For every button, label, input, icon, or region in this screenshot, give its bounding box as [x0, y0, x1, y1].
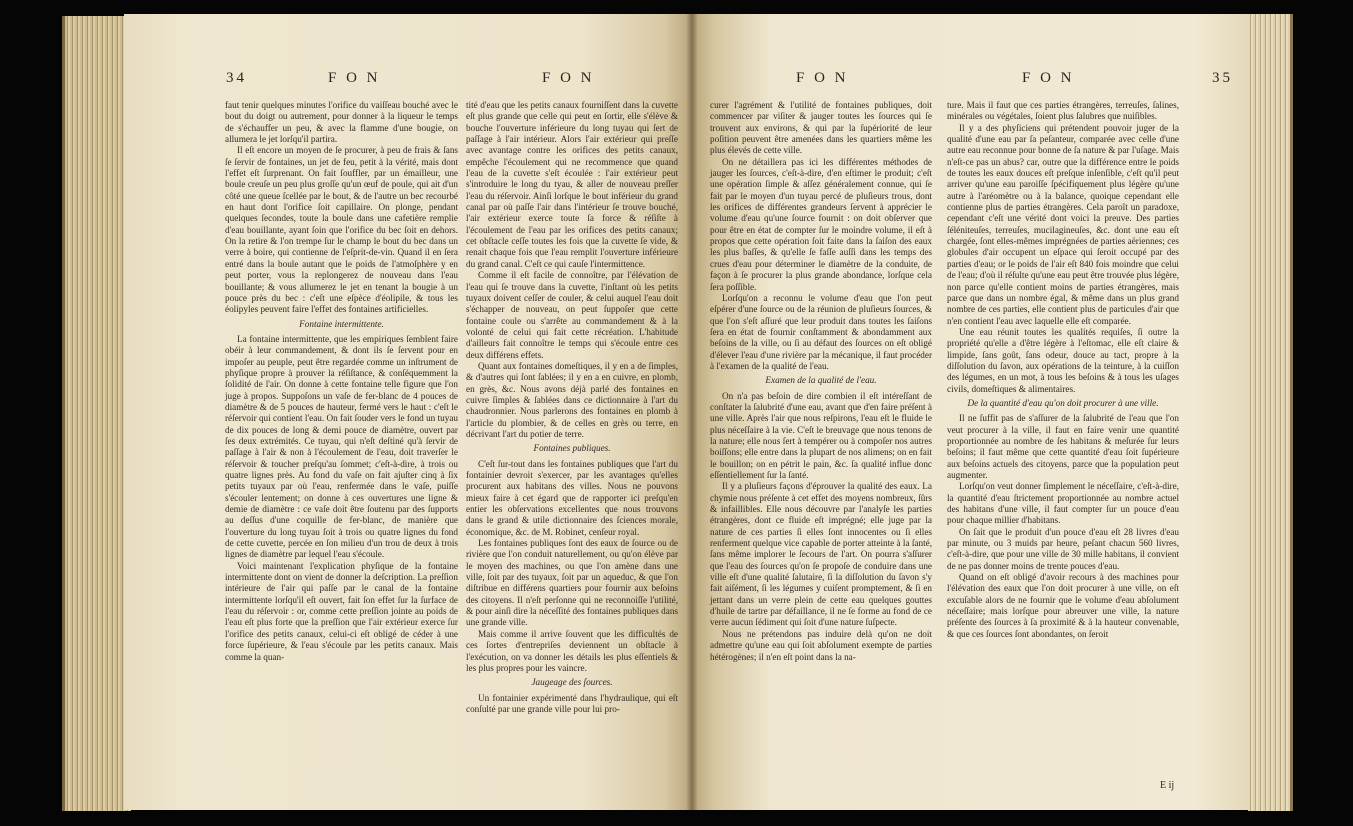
section-heading: Fontaine intermittente.: [299, 318, 384, 329]
paragraph: Lorſqu'on veut donner ſimplement le néceſſaire, c'eſt-à-dire, la quantité d'eau ſtrictement proportionnée au nombre actuel des habitans d'une ville, il faut compter ſur un pouce d'eau pour chaque millier d'habitans.: [947, 481, 1179, 526]
running-head-right: F O N: [542, 70, 595, 86]
text-column-right-page-2: [947, 100, 1179, 640]
book-gutter: [686, 14, 698, 810]
paragraph: Il y a pluſieurs façons d'éprouver la qualité des eaux. La chymie nous préſente à cet effet des moyens nombreux, ſûrs & infaillibles. Elle nous découvre par l'analyſe les parties étrangères, dont ce fluide eſt imprégné; elle juge par la nature de ces parties ſi elles ſont innocentes ou ſi elles renferment quelque vice capable de porter atteinte à la ſanté, ſans même implorer le ſecours de l'art. On pourra s'aſſurer que l'eau des ſources qu'on ſe propoſe de conduire dans une ville eſt d'une qualité ſalutaire, ſi la diſſolution du ſavon s'y fait aiſément, ſi les légumes y cuiſent promptement, & ſi en jettant dans un verre plein de cette eau quelques gouttes d'huile de tartre par défaillance, il ne ſe forme au fond de ce verre aucun ſédiment qui ſoit d'une nature ſuſpecte.: [710, 481, 932, 628]
paragraph: ture. Mais il faut que ces parties étrangères, terreuſes, ſalines, minérales ou végétales, ſoient plus ſalubres que nuiſibles.: [947, 100, 1179, 122]
paragraph: Il y a des phyſiciens qui prétendent pouvoir juger de la qualité d'une eau par ſa peſanteur, comparée avec celle d'une autre eau reconnue pour bonne de ſa nature & par l'uſage. Mais n'eſt-ce pas un abus? car, outre que la différence entre le poids de toutes les eaux douces eſt preſque inſenſible, c'eſt qu'il peut arriver qu'une eau paroiſſe ſpécifiquement plus légère qu'une autre à l'aréomètre ou à la balance, quoique cependant elle contienne plus de parties étrangères. Cela paroît un paradoxe, cependant c'eſt une vérité dont voici la preuve. Des parties ſéléniteuſes, terreuſes, mucilagineuſes, &c. dont une eau eſt chargée, ſont elles-mêmes imprégnées de parties aëriennes; ces globules d'air occupent un eſpace qui ſeroit occupé par des parties d'eau; or le poids de l'air eſt 840 fois moindre que celui de l'eau; d'où il réſulte qu'une eau peut être trouvée plus légère, non parce qu'elle contient moins de parties étrangères, mais parce que dans un nombre égal, & même dans un plus grand nombre de ces parties, elle contient plus de particules d'air que n'en contient l'eau avec laquelle elle eſt comparée.: [947, 122, 1179, 326]
paragraph: On ſait que le produit d'un pouce d'eau eſt 28 livres d'eau par minute, ou 3 muids par heure, peſant chacun 560 livres, c'eſt-à-dire, que pour une ville de 30 mille habitans, il convient de ne pas donner moins de trente pouces d'eau.: [947, 526, 1179, 571]
section-heading: Examen de la qualité de l'eau.: [765, 375, 877, 386]
running-head-left: F O N: [796, 70, 849, 86]
paragraph: Une eau réunit toutes les qualités requiſes, ſi outre la propriété qu'elle a d'être légère à l'eſtomac, elle eſt claire & limpide, ſans goût, ſans odeur, douce au tact, propre à la diſſolution du ſavon, aux opérations de la teinture, à la cuiſſon des légumes, en un mot, à tous les beſoins & à tous les uſages civils, domeſtiques & alimentaires.: [947, 326, 1179, 394]
section-heading: Jaugeage des ſources.: [531, 677, 613, 688]
page-number: 34: [226, 70, 247, 86]
paragraph: Comme il eſt facile de connoître, par l'élévation de l'eau qui ſe trouve dans la cuvette, l'inſtant où les petits tuyaux doivent ceſſer de couler, & celui auquel l'eau doit s'échapper de nouveau, on peut ſuppoſer que cette fontaine coule ou s'arrête au commandement & à la volonté de celui qui fait cette récréation. L'habitude d'ailleurs fait connoître le temps qui s'écoule entre ces deux différens effets.: [466, 270, 678, 360]
paragraph: tité d'eau que les petits canaux fourniſſent dans la cuvette eſt plus grande que celle qui peut en ſortir, elle s'élève & bouche l'ouverture inférieure du long tuyau qui ſert de paſſage à l'air intérieur. Alors l'air extérieur qui preſſe avec avantage contre les orifices des petits canaux, empêche l'écoulement qui ne recommence que quand l'eau de la cuvette s'eſt écoulée : l'air extérieur peut s'introduire le long du tyau, & aller de nouveau preſſer l'eau du réſervoir. Ainſi lorſque le bout inférieur du grand canal par où paſſe l'air dans l'intérieur ſe trouve bouché, l'air extérieur exerce toute ſa force & réſiſte à l'écoulement de l'eau par les orifices des petits canaux; cet obſtacle ceſſe toutes les fois que la cuvette ſe vide, & renait chaque fois que l'eau remplit l'ouverture inférieure du grand canal. C'eſt ce qui cauſe l'intermittence.: [466, 100, 678, 269]
paragraph: faut tenir quelques minutes l'orifice du vaiſſeau bouché avec le bout du doigt ou autrement, pour donner à la liqueur le temps de s'échauffer un peu, & avec la flamme d'une bougie, on allumera le jet lorſqu'il partira.: [225, 100, 458, 145]
running-head-left: F O N: [328, 70, 381, 86]
left-page-edges: [62, 16, 131, 811]
right-page-edges: [1248, 14, 1293, 811]
paragraph: Un fontainier expérimenté dans l'hydraulique, qui eſt conſulté par une grande ville pour lui pro-: [466, 692, 678, 714]
paragraph: Voici maintenant l'explication phyſique de la fontaine intermittente dont on vient de donner la deſcription. La preſſion intérieure de l'air qui paſſe par le canal de la fontaine intermittente lorſqu'il eſt ouvert, fait ſon effet ſur la ſurface de l'eau du réſervoir : or, comme cette preſſion jointe au poids de l'eau eſt plus forte que la preſſion que l'air extérieur exerce ſur l'orifice des petits canaux, celui-ci eſt obligé de céder à une force ſupérieure, & l'eau s'écoule par les petits canaux. Mais comme la quan-: [225, 560, 458, 662]
section-heading: De la quantité d'eau qu'on doit procurer à une ville.: [967, 397, 1159, 408]
paragraph: curer l'agrément & l'utilité de fontaines publiques, doit commencer par viſiter & jauger toutes les ſources qui ſe trouvent aux environs, & qui par la ſupériorité de leur poſition peuvent être amenées dans les quartiers même les plus élevés de cette ville.: [710, 100, 932, 156]
running-head-right: F O N: [1022, 70, 1075, 86]
paragraph: Quant aux fontaines domeſtiques, il y en a de ſimples, & d'autres qui ſont ſablées; il y en a en cuivre, en plomb, en grès, &c. Nous avons déjà parlé des fontaines en cuivre ſimples & ſablées dans ce dictionnaire à l'art du chaudronnier. Nous parlerons des fontaines en plomb à l'article du plombier, & de celles en grès ou terre, en décrivant l'art du potier de terre.: [466, 360, 678, 439]
paragraph: C'eſt ſur-tout dans les fontaines publiques que l'art du fontainier devroit s'exercer, par les avantages qu'elles procurent aux habitans des villes. Nous ne pouvons mieux faire à cet égard que de rapporter ici preſqu'en entier les obſervations excellentes que nous trouvons dans le grand & utile dictionnaire des ſciences morale, économique, &c. de M. Robinet, cenſeur royal.: [466, 458, 678, 537]
left-page: [124, 14, 692, 810]
text-column-right-page-1: [710, 100, 932, 663]
paragraph: Mais comme il arrive ſouvent que les difficultés de ces ſortes d'entrepriſes deviennent un obſtacle à l'exécution, on va donner les détails les plus eſſentiels & les plus propres pour les vaincre.: [466, 628, 678, 673]
paragraph: Il ne ſuffit pas de s'aſſurer de la ſalubrité de l'eau que l'on veut procurer à la ville, il faut en faire venir une quantité proportionnée au nombre de ſes habitans & meſurée ſur leurs beſoins; il faut même que cette quantité d'eau ſoit ſupérieure aux beſoins actuels des citoyens, parce que la population peut augmenter.: [947, 413, 1179, 480]
signature-mark: E ij: [1160, 780, 1175, 791]
paragraph: Quand on eſt obligé d'avoir recours à des machines pour l'élévation des eaux que l'on doit procurer à une ville, on eſt excuſable alors de ne fournir que le volume d'eau abſolument néceſſaire; mais lorſque pour abreuver une ville, la nature préſente des ſources à ſa proximité & à la hauteur convenable, & que ces ſources ſont abondantes, on ſeroit: [947, 572, 1179, 639]
text-column-left-page-2: [466, 100, 678, 715]
paragraph: Nous ne prétendons pas induire delà qu'on ne doit admettre qu'une eau qui ſoit abſolument exempte de parties hétérogènes; il n'en eſt point dans la na-: [710, 628, 932, 662]
paragraph: On n'a pas beſoin de dire combien il eſt intéreſſant de conſtater la ſalubrité d'une eau, avant que d'en faire préſent à une ville. Après l'air que nous reſpirons, l'eau eſt le fluide le plus néceſſaire à la vie. C'eſt le breuvage que nous tenons de la nature; elle nous ſert à tempérer ou à compoſer nos autres boiſſons; elle entre dans la plupart de nos alimens; on en fait le bouillon; on en pétrit le pain, &c. ſa qualité influe donc eſſentiellement ſur la ſanté.: [710, 390, 932, 480]
paragraph: Lorſqu'on a reconnu le volume d'eau que l'on peut eſpérer d'une ſource ou de la réunion de pluſieurs ſources, & que l'on s'eſt aſſuré que leur produit dans toutes les ſaiſons ſera en état de fournir conſtamment & abondamment aux beſoins de la ville, ou ſi au défaut des ſources on eſt obligé d'élever l'eau d'une rivière par la mécanique, il faut procéder à l'examen de la qualité de l'eau.: [710, 292, 932, 371]
page-number: 35: [1212, 70, 1233, 86]
right-page: [692, 14, 1250, 810]
paragraph: Les fontaines publiques ſont des eaux de ſource ou de rivière que l'on conduit naturellement, ou qu'on élève par le moyen des machines, ou que l'on amène dans une ville, ſoit par des tuyaux, ſoit par un aqueduc, & que l'on diſtribue en différens quartiers pour fournir aux beſoins des citoyens. Il n'eſt perſonne qui ne reconnoiſſe l'utilité, & pour ainſi dire la néceſſité des fontaines publiques dans une grande ville.: [466, 538, 678, 628]
section-heading: Fontaines publiques.: [533, 443, 611, 454]
paragraph: La fontaine intermittente, que les empiriques ſemblent faire obéir à leur commandement, & dont ils ſe ſervent pour en impoſer au peuple, peut être regardée comme un inſtrument de phyſique propre à prouver la réſiſtance, & conſéquemment la ſolidité de l'air. On donne à cette fontaine telle figure que l'on juge à propos. Suppoſons un vaſe de fer-blanc de 4 pouces de diamètre & de 5 pouces de hauteur, fermé vers le haut : c'eſt le réſervoir qui contient l'eau. On fait ſouder vers le fond un tuyau de dix pouces de long & demi pouce de diamètre, ouvert par ſes deux extrémités. Ce tuyau, qui n'eſt deſtiné qu'à ſervir de paſſage à l'air & non à l'écoulement de l'eau, doit traverſer le réſervoir & toucher preſqu'au ſommet; c'eſt-à-dire, à trois ou quatre lignes près. Au fond du vaſe on fait ajuſter cinq à ſix petits tuyaux par où l'eau, renfermée dans le vaſe, puiſſe s'écouler lentement; on donne à ces ouvertures une ligne & demie de diamètre : ce vaſe doit être ſoutenu par des ſupports au deſſus d'une coquille de fer-blanc, de manière que l'ouverture du long tuyau ſoit à trois ou quatre lignes du fond de cette cuvette, percée en ſon milieu d'un trou de deux à trois lignes de diamètre par lequel l'eau s'écoule.: [225, 333, 458, 560]
text-column-left-page-1: [225, 100, 458, 663]
paragraph: Il eſt encore un moyen de ſe procurer, à peu de frais & ſans ſe ſervir de fontaines, un jet de feu, petit à la vérité, mais dont l'effet eſt ſurprenant. On fait ſouffler, par un émailleur, une boule creuſe un peu plus groſſe qu'un œuf de poule, qui ait d'un côté une queue ſcellée par le bout, & de l'autre un bec recourbé en haut dont l'orifice ſoit capillaire. On plonge, pendant quelques ſecondes, toute la boule dans une cafetière remplie d'eau bouillante, ayant ſoin que l'orifice du bec ſoit en dehors. On la retire & l'on trempe ſur le champ le bout du bec dans un verre à boire, qui contienne de l'eſprit-de-vin. Quand il en ſera entré dans la boule autant que le poids de l'atmoſphère y en peut porter, vous la replongerez de nouveau dans l'eau bouillante; & vous allumerez le jet en tenant la bougie à un pouce près du bec : c'eſt une eſpèce d'éolipile, & tous les éolipyles peuvent faire l'effet des fontaines artificielles.: [225, 145, 458, 315]
paragraph: On ne détaillera pas ici les différentes méthodes de jauger les ſources, c'eſt-à-dire, d'en eſtimer le produit; c'eſt une opération ſimple & aſſez généralement connue, qui ſe fait par le moyen d'un tuyau percé de pluſieurs trous, dont les orifices de différentes grandeurs ſervent à apprécier le volume d'eau qu'une ſource fournit : on doit obſerver que pour être en état de compter ſur le moindre volume, il eſt à propos que cette opération ſoit faite dans la ſaiſon des eaux les plus baſſes, & qu'elle ſe faſſe auſſi dans les temps des crues d'eau pour déterminer le diamètre de la conduite, de façon à ſe procurer la plus grande abondance, lorſque cela ſera poſſible.: [710, 156, 932, 292]
